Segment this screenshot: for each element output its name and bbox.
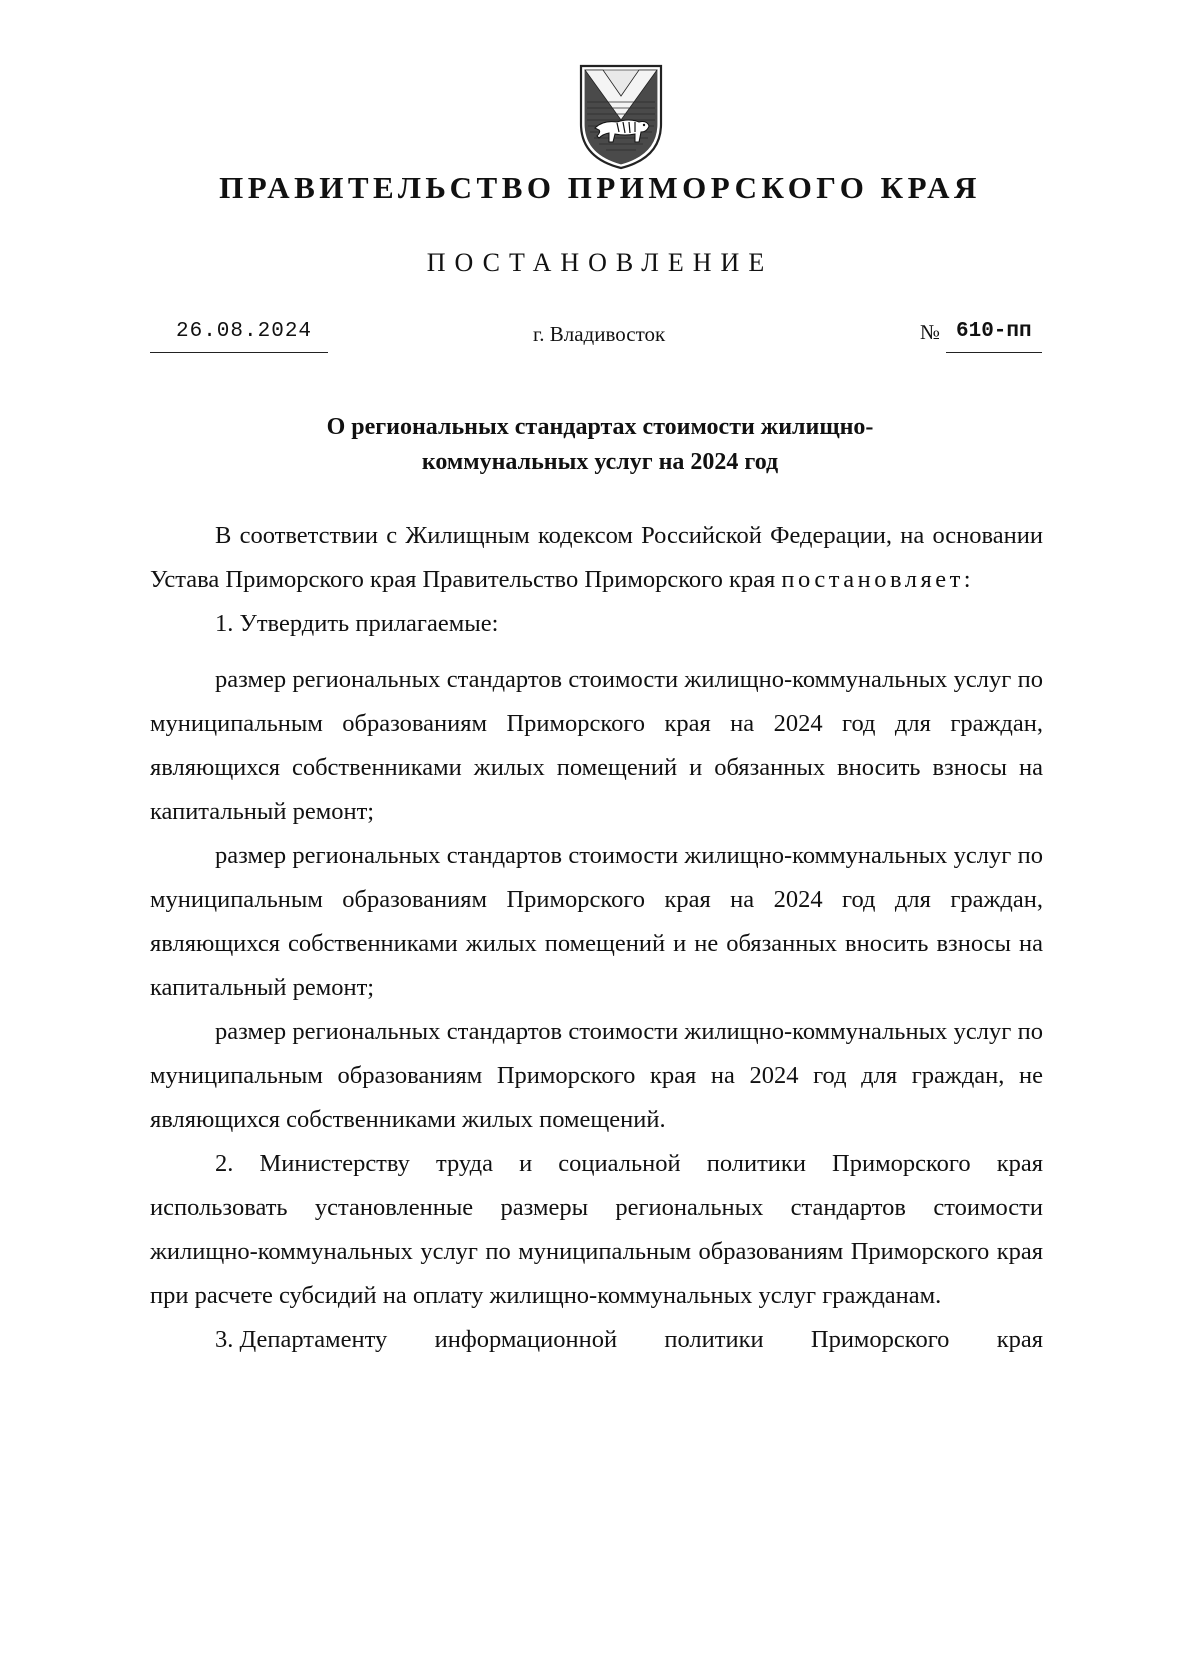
- item-3-word: 3. Департаменту: [215, 1326, 388, 1353]
- subject-line-2: коммунальных услуг на 2024 год: [421, 449, 779, 475]
- document-subject: [150, 410, 1050, 480]
- item-3-word: Приморского: [810, 1326, 950, 1353]
- item-3-word: края: [996, 1326, 1043, 1353]
- number-sign: №: [920, 320, 941, 344]
- item-1-heading: 1. Утвердить прилагаемые:: [215, 610, 499, 637]
- item-3-paragraph: [150, 1318, 1043, 1362]
- item-3-word: политики: [664, 1326, 764, 1353]
- document-number-field: [946, 318, 1042, 353]
- item-1-b-paragraph: размер региональных стандартов стоимости жилищно-коммунальных услуг по муниципальным образованиям Приморского края на 2024 год для граждан, являющихся собственниками жилых помещений и не обязанных вносить взносы на капитальный ремонт;: [150, 842, 1043, 1001]
- intro-paragraph: [150, 514, 1043, 602]
- resolves-word: постановляет:: [781, 566, 975, 593]
- document-type-title: ПОСТАНОВЛЕНИЕ: [426, 248, 774, 277]
- primorsky-coat-of-arms-icon: [573, 62, 669, 172]
- document-city: г. Владивосток: [533, 322, 666, 346]
- item-2-paragraph: 2. Министерству труда и социальной политики Приморского края использовать установленные размеры региональных стандартов стоимости жилищно-коммунальных услуг по муниципальным образованиям Приморского края при расчете субсидий на оплату жилищно-коммунальных услуг гражданам.: [150, 1150, 1043, 1309]
- document-number: 610-пп: [956, 320, 1032, 343]
- item-3-word: информационной: [434, 1326, 618, 1353]
- item-1-a-paragraph: размер региональных стандартов стоимости жилищно-коммунальных услуг по муниципальным образованиям Приморского края на 2024 год для граждан, являющихся собственниками жилых помещений и обязанных вносить взносы на капитальный ремонт;: [150, 666, 1043, 825]
- intro-text: В соответствии с Жилищным кодексом Российской Федерации, на основании Устава Приморского края Правительство Приморского края: [150, 522, 1043, 593]
- document-body: [150, 514, 1043, 1362]
- document-date: 26.08.2024: [176, 320, 313, 343]
- item-1-c-paragraph: размер региональных стандартов стоимости жилищно-коммунальных услуг по муниципальным образованиям Приморского края на 2024 год для граждан, не являющихся собственниками жилых помещений.: [150, 1018, 1043, 1133]
- government-title: ПРАВИТЕЛЬСТВО ПРИМОРСКОГО КРАЯ: [219, 170, 981, 205]
- document-date-field: [150, 318, 328, 353]
- subject-line-1: О региональных стандартах стоимости жилищно-: [326, 414, 874, 440]
